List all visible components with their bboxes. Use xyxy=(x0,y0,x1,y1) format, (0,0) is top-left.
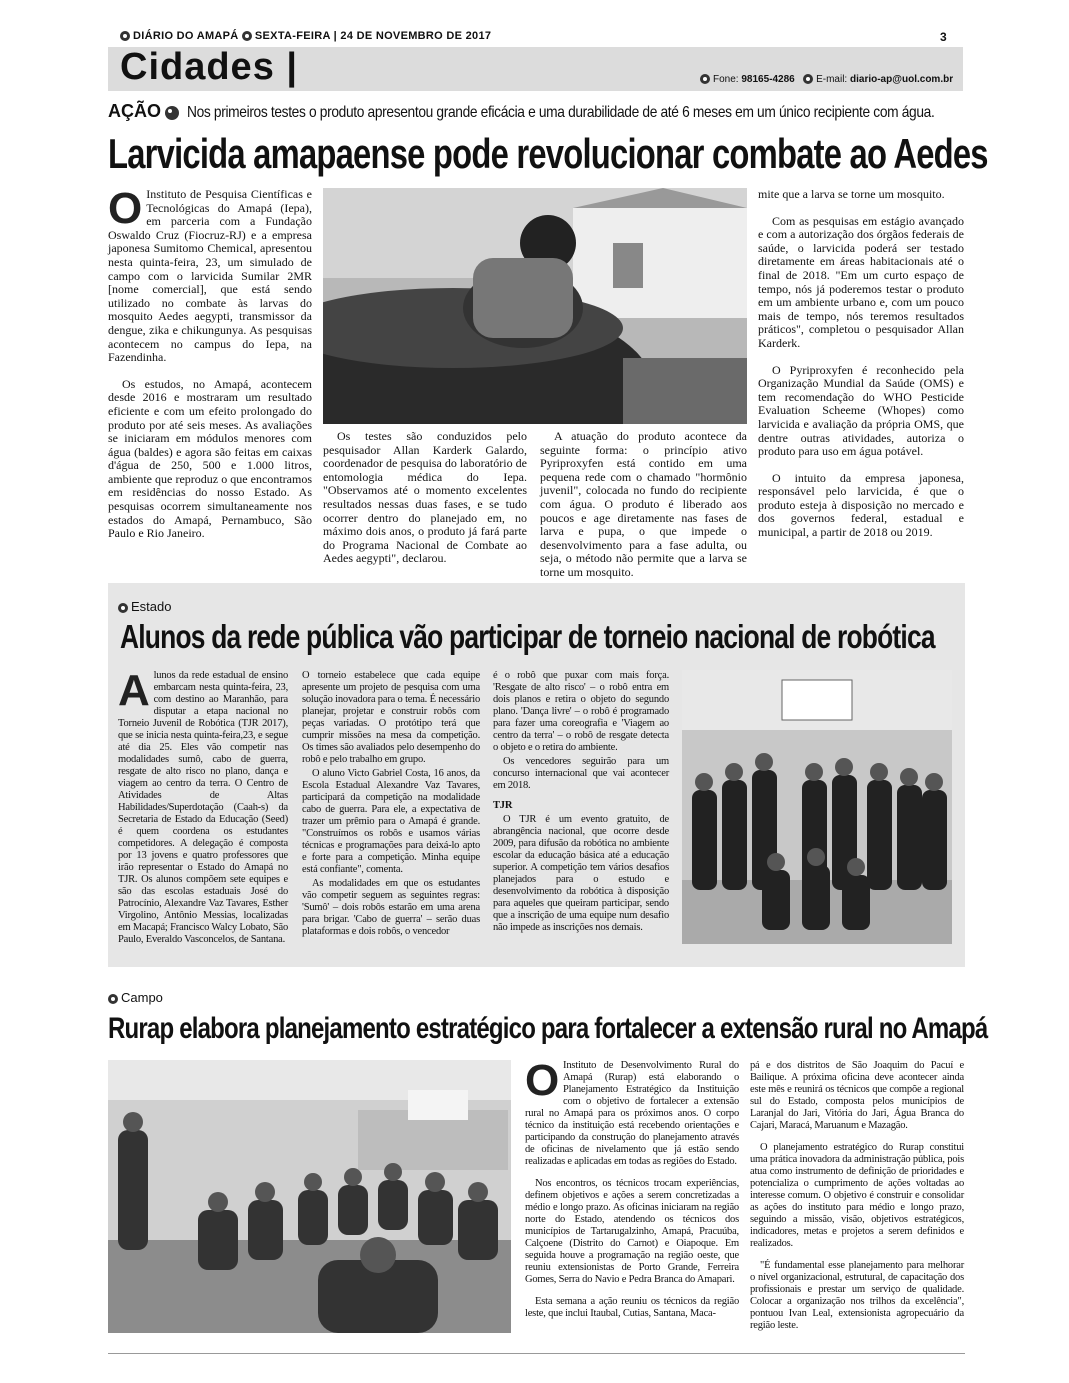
story3-col1: O Instituto de Desenvolvimento Rural do Amapá (Rurap) está elaborando o Planejamento Estratégico da Instituição com o objetivo de fortalecer a extensão rural no Amapá para os próximos anos. O corpo técnico da instituição está recebendo orientações e participando da construção do planejamento através de oficinas de nivelamento que já estão sendo realizadas e aplicadas em todas as regiões do Estado. Nos encontros, os técnicos trocam experiências, definem objetivos e ações a serem concretizadas a médio e longo prazo. As oficinas iniciaram na região norte do Estado, atendendo os técnicos dos municípios de Tartarugalzinho, Amapá, Pracuúba, Calçoene (Distrito do Carnot) e Oiapoque. Em seguida houve a programação na região oeste, que reuniu extensionistas de Porto Grande, Ferreira Gomes, Serra do Navio e Pedra Branca do Amapari. Esta semana a ação reuniu os técnicos da região leste, que inclui Itaubal, Cutias, Santana, Maca- xyxy=(525,1056,739,1319)
bottom-rule xyxy=(108,1353,965,1354)
email-address: diario-ap@uol.com.br xyxy=(850,74,954,85)
bullet-icon xyxy=(242,31,252,41)
story2-col2: O torneio estabelece que cada equipe apresente um projeto de pesquisa com uma solução inovadora para o tema. É necessário planejar, projetar e construir robôs com peças variadas. O protótipo terá que cumprir missões na mesa da competição. Os times são avaliados pelo desempenho do robô e pelo trabalho em grupo. O aluno Victo Gabriel Costa, 16 anos, da Escola Estadual Alexandre Vaz Tavares, participará da competição na modalidade cabo de guerra. Para ele, a expectativa de trazer um prêmio para o Amapá é grande. "Construímos os robôs e usamos várias técnicas e programações para deixá-lo apto e forte para a competição. Minha equipe está confiante", comenta. As modalidades em que os estudantes vão competir seguem as seguintes regras: 'Sumô' – dois robôs estarão em uma arena para brigar. 'Cabo de guerra' – serão duas plataformas e dois robôs, o vencedor xyxy=(302,670,480,937)
paper-name: DIÁRIO DO AMAPÁ xyxy=(133,30,239,42)
contact-info: Fone: 98165-4286 E-mail: diario-ap@uol.com.br xyxy=(700,74,953,85)
story2-col1: Alunos da rede estadual de ensino embarcam nesta quinta-feira, 23, com destino ao Maranhão, para disputar a etapa nacional no Torneio Juvenil de Robótica (TJR 2017), que se inicia nesta quinta-feira,23, e segue até dia 25. Eles vão competir nas modalidades sumô, cabo de guerra, resgate de alto risco no plano, dança e viagem ao centro da terra. O Centro de Atividades de Altas Habilidades/Superdotação (Caah-s) da Secretaria de Estado da Educação (Seed) é quem coordena os estudantes competidores. A delegação é composta por 13 jovens e quatro professores que irão representar o Estado do Amapá no TJR. Os alunos compõem sete equipes e são das escolas estaduais José do Patrocínio, Alexandre Vaz Tavares, Esther Virgolino, Antônio Messias, localizadas em Macapá; Francisco Walcy Lobato, São Paulo, Everaldo Vasconcelos, de Santana. xyxy=(118,666,288,945)
email-icon xyxy=(803,74,813,84)
phone-number: 98165-4286 xyxy=(741,74,795,85)
arrow-icon xyxy=(165,106,179,120)
story2-kicker: Estado xyxy=(118,599,171,614)
story1-col4: mite que a larva se torne um mosquito. Com as pesquisas em estágio avançado e com a autorização dos órgãos federais de saúde, o larvicida poderá ser testado diretamente em áreas habitacionais até o final de 2018. "Em um curto espaço de tempo, nós já poderemos testar o produto em um ambiente urbano e, com um pouco mais de tempo, nós teremos resultados práticos", completou o pesquisador Allan Karderk. O Pyriproxyfen é reconhecido pela Organização Mundial da Saúde (OMS) e tem recomendação do WHO Pesticide Evaluation Scheeme (Whopes) como larvicida e avaliação da própria OMS, que dentre outras atividades, autoriza o produto para uso em água potável. O intuito da empresa japonesa, responsável pelo larvicida, é que o produto esteja à disposição no mercado e dos governos federal, estadual e municipal, a partir de 2018 ou 2019. xyxy=(758,187,964,540)
story3-col2: pá e dos distritos de São Joaquim do Pacuí e Bailique. A próxima oficina deve acontecer ainda este mês e reunirá os técnicos que compõe a regional sul do Estado, composta pelos municípios de Laranjal do Jari, Vitória do Jari, Água Branca do Cajari, Maracá, Maruanum e Mazagão. O planejamento estratégico do Rurap constitui uma prática inovadora da administração pública, pois atua como instrumento de definição de prioridades e potencializa o cumprimento de ações voltadas ao interesse comum. O objetivo é construir e consolidar as ações do instituto para médio e longo prazo, seguindo a missão, visão, objetivos estratégicos, indicadores, metas e projetos a serem definidos e realizados. "É fundamental esse planejamento para melhorar o nível organizacional, estrutural, de capacitação dos profissionais e prestar um serviço de qualidade. Colocar a organização nos trilhos da excelência", pontuou Ivan Leal, extensionista agropecuário da região leste. xyxy=(750,1060,964,1331)
story1-kicker: AÇÃO Nos primeiros testes o produto apresentou grande eficácia e uma durabilidade de até 6 meses em um único recipiente com água. xyxy=(108,101,934,121)
robotics-team-photo xyxy=(682,670,952,944)
arrow-icon xyxy=(118,603,128,613)
arrow-icon xyxy=(108,994,118,1004)
bullet-icon xyxy=(120,31,130,41)
page-number: 3 xyxy=(940,30,947,44)
story1-col2: Os testes são conduzidos pelo pesquisador Allan Karderk Galardo, coordenador de pesquisa do laboratório de entomologia médica do Iepa. "Observamos até o momento excelentes resultados nessas duas fases, e se tudo ocorrer dentro do planejado em, no máximo dois anos, o produto já fará parte do Programa Nacional de Combate ao Aedes aegypti", declarou. xyxy=(323,429,527,566)
larvicide-photo xyxy=(323,188,747,424)
masthead xyxy=(120,30,491,42)
section-title: Cidades | xyxy=(120,46,299,88)
story2-col3: é o robô que puxar com mais força. 'Resgate de alto risco' – o robô entra em dois planos e retira o objeto do segundo plano. 'Dança livre' – o robô é programado para fazer uma coreografia e 'Viagem ao centro da terra' – o robô de resgate detecta o objeto e o retira do ambiente. Os vencedores seguirão para um concurso internacional que vai acontecer em 2018. TJR O TJR é um evento gratuito, de abrangência nacional, que ocorre desde 2009, para difusão da robótica no ambiente escolar da educação básica até a educação superior. A competição tem vários desafios planejados para o estudo e desenvolvimento da robótica à disposição para aqueles que queiram participar, sendo que a inscrição de uma equipe num desafio não impede as inscrições nos demais. xyxy=(493,670,669,933)
story2-subheading: TJR xyxy=(493,800,513,811)
story3-headline: Rurap elabora planejamento estratégico para fortalecer a extensão rural no Amapá xyxy=(108,1012,988,1045)
story1-col3: A atuação do produto acontece da seguinte forma: o princípio ativo Pyriproxyfen está contido em uma pequena rede com o chamado "hormônio juvenil", colocada no fundo do recipiente com água. O produto é liberado aos poucos e age diretamente nas fases de larva e pupa, o que impede o desenvolvimento para a fase adulta, ou seja, o método não permite que a larva se torne um mosquito. xyxy=(540,429,747,579)
story2-headline: Alunos da rede pública vão participar de torneio nacional de robótica xyxy=(120,618,935,655)
issue-date: SEXTA-FEIRA | 24 DE NOVEMBRO DE 2017 xyxy=(254,30,492,42)
story1-headline: Larvicida amapaense pode revolucionar combate ao Aedes xyxy=(108,130,988,177)
story3-kicker: Campo xyxy=(108,990,163,1005)
story1-col1: O Instituto de Pesquisa Científicas e Tecnológicas do Amapá (Iepa), em parceria com a Fundação Oswaldo Cruz (Fiocruz-RJ) e a empresa japonesa Sumitomo Chemical, apresentou nesta quinta-feira, 23, um simulado de campo com o larvicida Sumilar 2MR [nome comercial], que está sendo utilizado no combate às larvas do mosquito Aedes aegypti, transmissor da dengue, zika e chikungunya. As pesquisas acontecem no campus do Iepa, na Fazendinha. Os estudos, no Amapá, acontecem desde 2016 e mostraram um resultado eficiente e com um efeito prolongado do produto por até seis meses. As avaliações se iniciaram em módulos menores com água (baldes) e agora são feitas em caixas d'água de 250, 500 e 1.000 litros, ambiente que reproduz o que encontramos em residências do nosso Estado. As pesquisas ocorrem simultaneamente nos estados do Amapá, Pernambuco, São Paulo e Rio Janeiro. xyxy=(108,184,312,541)
phone-icon xyxy=(700,74,710,84)
rurap-meeting-photo xyxy=(108,1060,511,1333)
